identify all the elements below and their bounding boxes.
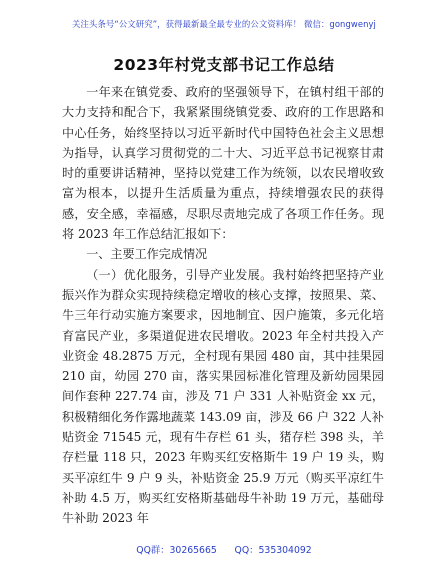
qq-label: QQ： [234, 545, 259, 556]
footer-contact [0, 542, 448, 556]
section-heading: 一、主要工作完成情况 [86, 247, 208, 262]
intro-paragraph: 一年来在镇党委、政府的坚强领导下，在镇村组干部的大力支持和配合下，我紧紧围绕镇党委、政府的工作思路和中心任务，始终坚持以习近平新时代中国特色社会主义思想为指导，认真学习贯彻党的二十大、习近平总书记视察甘肃时的重要讲话精神，坚持以党建工作为统领，以农民增收致富为根本，以提升生活质量为重点，持续增强农民的获得感，安全感，幸福感，尽职尽责地完成了各项工作任务。现将 2023 年工作总结汇报如下： [62, 85, 384, 242]
qq-number: 535304092 [258, 545, 312, 556]
document-body [62, 82, 384, 529]
qq-group-number: 30265665 [169, 545, 217, 556]
document-title: 2023年村党支部书记工作总结 [113, 56, 335, 74]
section-paragraph: （一）优化服务，引导产业发展。我村始终把坚持产业振兴作为群众实现持续稳定增收的核心支撑，按照果、菜、牛三年行动实施方案要求，因地制宜、因户施策，多元化培育富民产业，多渠道促进农民增收。2023 年全村共投入产业资金 48.2875 万元，全村现有果园 480 亩，其中挂果园 210 亩，幼园 270 亩，落实果园标准化管理及新幼园果园间作套种 227.74 亩，涉及 71 户 331 人补贴资金 xx 元，积极精细化务作露地蔬菜 143.09 亩，涉及 66 户 322 人补贴资金 71545 元，现有牛存栏 61 头，猪存栏 398 头，羊存栏量 118 只，2023 年购买红安格斯牛 19 户 19 头，购买平凉红牛 9 户 9 头，补贴资金 25.9 万元（购买平凉红牛补助 4.5 万，购买红安格斯基础母牛补助 19 万元，基础母牛补助 2023 年 [62, 267, 384, 526]
promo-banner: 关注头条号“公文研究”，获得最新最全最专业的公文资料库！ 微信：gongwenyj [72, 19, 376, 29]
qq-group-label: QQ群： [136, 545, 170, 556]
